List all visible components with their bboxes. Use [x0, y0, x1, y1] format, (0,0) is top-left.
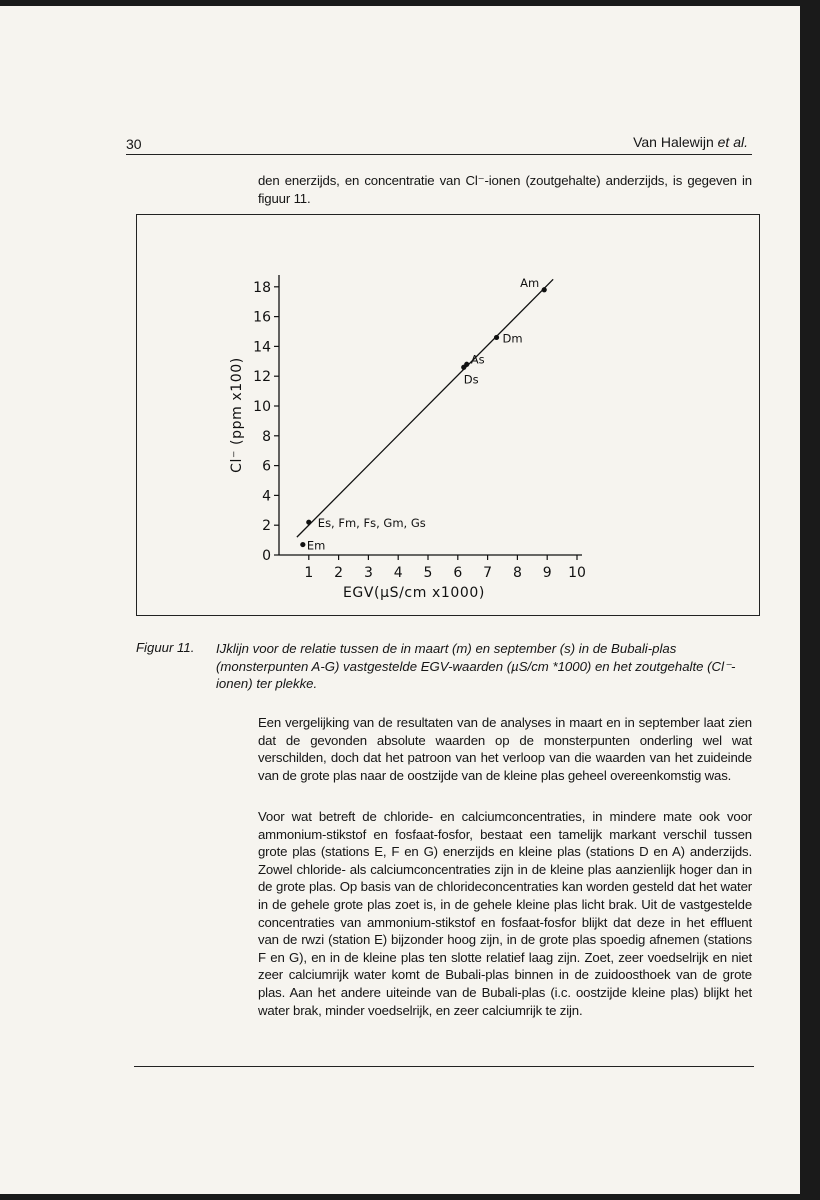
page-number: 30: [126, 136, 142, 152]
y-tick-label: 10: [253, 399, 271, 415]
data-point: [306, 520, 311, 525]
x-tick-label: 9: [542, 565, 552, 581]
x-tick-label: 2: [334, 565, 344, 581]
intro-paragraph: den enerzijds, en concentratie van Cl⁻-ionen (zoutgehalte) anderzijds, is gegeven in figuur 11.: [258, 173, 752, 206]
x-tick-label: 1: [304, 565, 314, 581]
figure-label: Figuur 11.: [136, 640, 195, 655]
body-paragraph-2: Voor wat betreft de chloride- en calciumconcentraties, in mindere mate ook voor ammonium-stikstof en fosfaat-fosfor, bestaat een tamelijk markant verschil tussen grote plas (stations E, F en G) enerzijds en kleine plas (stations D en A) anderzijds. Zowel chloride- als calciumconcentraties zijn in de kleine plas aanzienlijk hoger dan in de grote plas. Op basis van de chlorideconcentraties kan worden gesteld dat het water in de gehele grote plas zoet is, in de gehele kleine plas licht brak. Uit de vastgestelde concentraties van ammonium-stikstof en fosfaat-fosfor blijkt dat deze in het effluent van de rwzi (station E) bijzonder hoog zijn, in de grote plas spoedig afnemen (stations F en G), en in de kleine plas ten slotte relatief laag zijn. Zoet, zeer voedselrijk en niet zeer calciumrijk water komt de Bubali-plas binnen in de zuidoosthoek van de grote plas. Aan het andere uiteinde van de Bubali-plas (i.c. oostzijde kleine plas) blijkt het water brak, minder voedselrijk, en zeer calciumrijk te zijn.: [258, 809, 752, 1018]
fit-line: [297, 279, 553, 537]
x-tick-label: 3: [363, 565, 373, 581]
data-point-label: Es, Fm, Fs, Gm, Gs: [317, 516, 426, 531]
y-tick-label: 14: [253, 339, 271, 356]
y-tick-label: 4: [262, 488, 271, 505]
x-ticks: [304, 555, 586, 581]
y-tick-label: 2: [262, 518, 271, 535]
running-head-authors: Van Halewijn: [633, 134, 714, 150]
data-point: [461, 365, 466, 370]
x-tick-label: 6: [453, 565, 463, 581]
data-point-label: Dm: [502, 331, 523, 346]
y-ticks: [253, 280, 279, 564]
y-tick-label: 16: [253, 309, 271, 326]
data-point-label: Am: [520, 275, 540, 290]
data-points: [300, 276, 547, 553]
x-tick-label: 8: [512, 565, 522, 581]
data-point-label: Ds: [463, 372, 479, 387]
footer-rule: [134, 1066, 754, 1067]
data-point-label: As: [470, 352, 485, 367]
running-head: [633, 134, 748, 150]
y-tick-label: 0: [262, 548, 271, 564]
x-tick-label: 4: [393, 565, 403, 581]
y-tick-label: 6: [262, 458, 271, 475]
data-point: [494, 335, 499, 340]
data-point: [542, 287, 547, 292]
x-tick-label: 10: [568, 565, 586, 581]
figure-frame: [136, 214, 760, 616]
y-tick-label: 8: [262, 428, 271, 445]
data-point: [300, 542, 305, 547]
y-tick-label: 18: [253, 279, 271, 296]
data-point-label: Em: [306, 538, 326, 553]
running-head-etal: et al.: [717, 134, 748, 150]
y-axis-label: Cl⁻ (ppm x100): [229, 357, 245, 473]
page: [0, 6, 800, 1194]
y-tick-label: 12: [253, 369, 271, 386]
calibration-chart: [137, 215, 759, 615]
body-paragraph-1: Een vergelijking van de resultaten van de analyses in maart en in september laat zien dat de gevonden absolute waarden op de monsterpunten onderling wel wat verschilden, doch dat het patroon van het verloop van die waarden van het zuideinde van de grote plas naar de oostzijde van de kleine plas geheel overeenkomstig was.: [258, 715, 752, 783]
x-tick-label: 7: [483, 565, 493, 581]
x-axis-label: EGV(µS/cm x1000): [342, 585, 486, 601]
figure-caption: IJklijn voor de relatie tussen de in maart (m) en september (s) in de Bubali-plas (monsterpunten A-G) vastgestelde EGV-waarden (µS/cm *1000) en het zoutgehalte (Cl⁻-ionen) ter plekke.: [216, 641, 736, 692]
x-tick-label: 5: [423, 565, 433, 581]
header-rule: [126, 154, 752, 155]
